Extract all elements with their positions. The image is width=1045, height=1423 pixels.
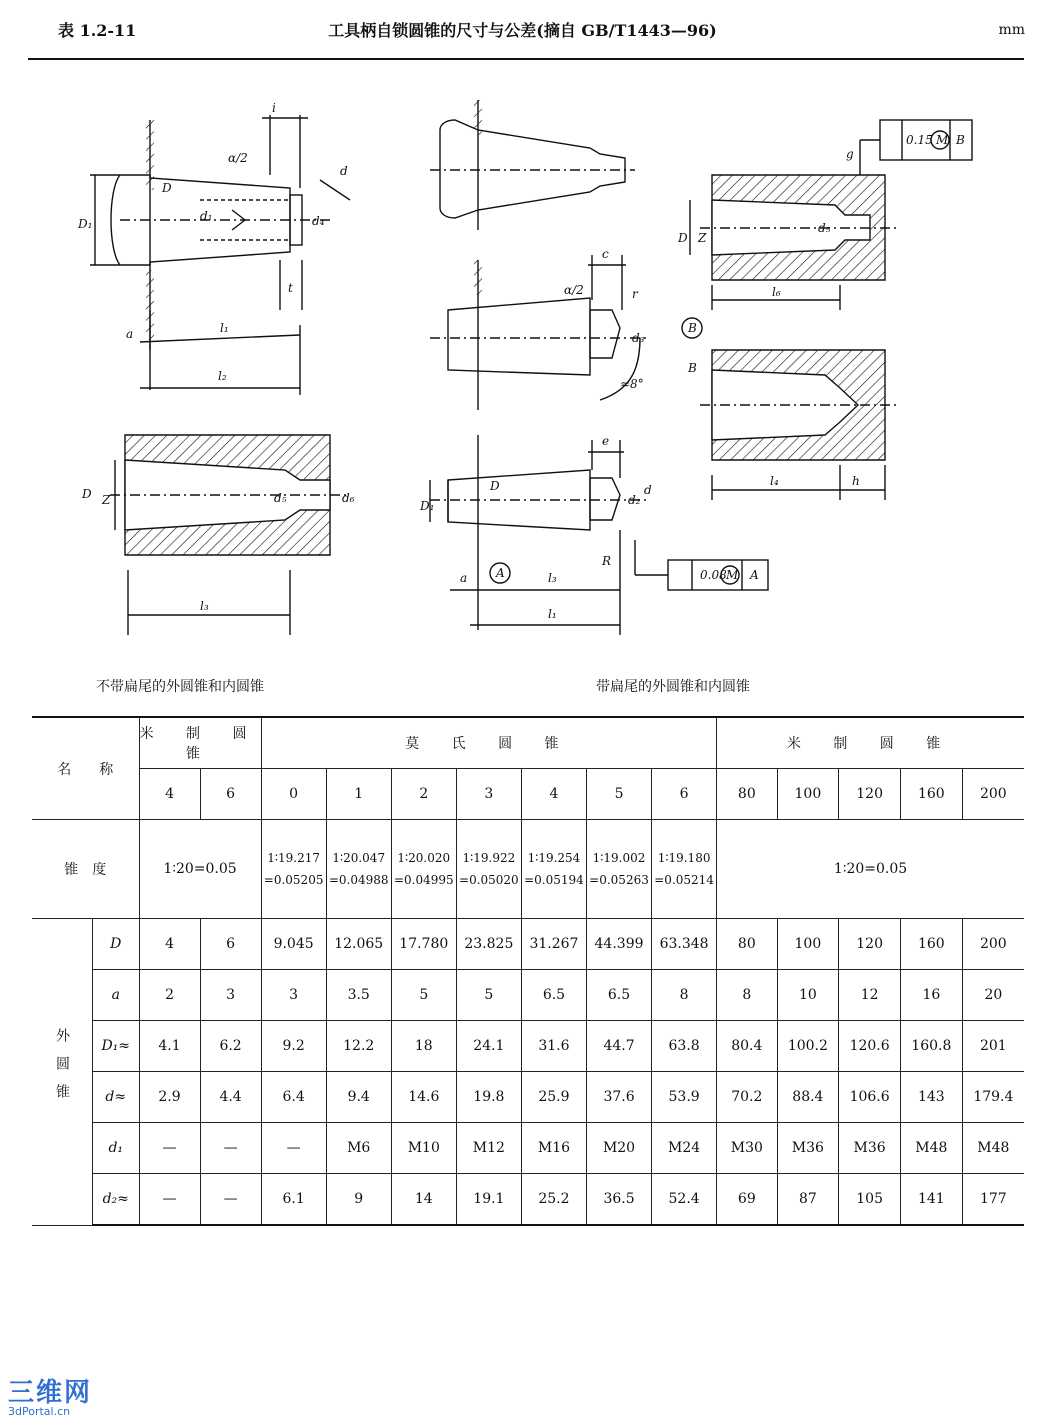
table-cell: M16 bbox=[521, 1123, 586, 1174]
table-cell: 31.6 bbox=[521, 1021, 586, 1072]
header-row-sizes bbox=[32, 769, 1024, 820]
taper-label: 锥 度 bbox=[32, 820, 139, 919]
table-cell: 18 bbox=[391, 1021, 456, 1072]
tolerance-ref-2: A bbox=[750, 568, 759, 582]
table-cell: 52.4 bbox=[652, 1174, 717, 1226]
taper-ratio: 1∶20.020 bbox=[397, 851, 451, 865]
taper-value: =0.05214 bbox=[654, 873, 714, 887]
table-cell: M36 bbox=[839, 1123, 901, 1174]
table-cell: 120 bbox=[839, 919, 901, 970]
table-cell: 25.2 bbox=[521, 1174, 586, 1226]
table-cell: 105 bbox=[839, 1174, 901, 1226]
table-cell: — bbox=[139, 1123, 200, 1174]
size-cell: 4 bbox=[521, 769, 586, 820]
taper-metric-right: 1∶20=0.05 bbox=[717, 820, 1024, 919]
table-cell: 8 bbox=[652, 970, 717, 1021]
table-cell: M30 bbox=[717, 1123, 777, 1174]
table-cell: — bbox=[139, 1174, 200, 1226]
table-row bbox=[32, 1072, 1024, 1123]
table-cell: — bbox=[200, 1174, 261, 1226]
table-cell: 2.9 bbox=[139, 1072, 200, 1123]
label-alpha-half-1: α/2 bbox=[228, 151, 248, 165]
table-cell: 177 bbox=[962, 1174, 1024, 1226]
label-a-2: a bbox=[460, 571, 468, 585]
table-cell: 120.6 bbox=[839, 1021, 901, 1072]
taper-value: =0.05020 bbox=[459, 873, 519, 887]
table-cell: 80 bbox=[717, 919, 777, 970]
table-cell: M12 bbox=[456, 1123, 521, 1174]
label-alpha-half-2: α/2 bbox=[564, 283, 584, 297]
watermark-logo bbox=[8, 1372, 92, 1418]
watermark-site: 3dPortal.cn bbox=[8, 1405, 71, 1418]
label-D-4: D bbox=[678, 231, 688, 245]
taper-morse-2 bbox=[391, 820, 456, 919]
table-cell: M10 bbox=[391, 1123, 456, 1174]
label-l6: l₆ bbox=[772, 285, 781, 299]
table-cell: 141 bbox=[900, 1174, 962, 1226]
table-cell: 6.5 bbox=[586, 970, 651, 1021]
size-cell: 4 bbox=[139, 769, 200, 820]
label-l3-1: l₃ bbox=[200, 599, 209, 613]
table-cell: 143 bbox=[900, 1072, 962, 1123]
page-title: 工具柄自锁圆锥的尺寸与公差(摘自 GB/T1443—96) bbox=[328, 21, 717, 40]
taper-ratio: 1∶19.180 bbox=[657, 851, 711, 865]
header-rule bbox=[28, 58, 1024, 60]
table-cell: 70.2 bbox=[717, 1072, 777, 1123]
taper-value: =0.05194 bbox=[524, 873, 584, 887]
taper-ratio: 1∶19.002 bbox=[592, 851, 646, 865]
table-cell: 5 bbox=[456, 970, 521, 1021]
size-cell: 6 bbox=[200, 769, 261, 820]
taper-morse-5 bbox=[586, 820, 651, 919]
table-cell: 63.348 bbox=[652, 919, 717, 970]
table-cell: 12.2 bbox=[326, 1021, 391, 1072]
group-metric-right: 米 制 圆 锥 bbox=[717, 717, 1024, 769]
caption-plain-cones: 不带扁尾的外圆锥和内圆锥 bbox=[96, 679, 264, 695]
table-cell: M48 bbox=[962, 1123, 1024, 1174]
taper-ratio: 1∶19.922 bbox=[462, 851, 516, 865]
table-cell: 4 bbox=[139, 919, 200, 970]
table-cell: 14.6 bbox=[391, 1072, 456, 1123]
table-row bbox=[32, 970, 1024, 1021]
label-l1-1: l₁ bbox=[220, 321, 229, 335]
table-row bbox=[32, 919, 1024, 970]
label-Z-1: Z bbox=[102, 493, 111, 507]
label-a-1: a bbox=[126, 327, 134, 341]
label-d-1: d bbox=[340, 164, 348, 178]
label-D-1: D bbox=[162, 181, 172, 195]
table-cell: 69 bbox=[717, 1174, 777, 1226]
table-cell: 14 bbox=[391, 1174, 456, 1226]
label-d4: d₄ bbox=[312, 214, 325, 228]
taper-morse-6 bbox=[652, 820, 717, 919]
size-cell: 6 bbox=[652, 769, 717, 820]
size-cell: 80 bbox=[717, 769, 777, 820]
label-D1-1: D₁ bbox=[78, 217, 93, 231]
taper-row bbox=[32, 820, 1024, 919]
label-l4: l₄ bbox=[770, 474, 779, 488]
table-cell: 17.780 bbox=[391, 919, 456, 970]
table-cell: 6 bbox=[200, 919, 261, 970]
table-cell: 44.399 bbox=[586, 919, 651, 970]
table-cell: 31.267 bbox=[521, 919, 586, 970]
table-cell: 9 bbox=[326, 1174, 391, 1226]
size-cell: 160 bbox=[900, 769, 962, 820]
taper-value: =0.05205 bbox=[263, 873, 324, 887]
taper-ratio: 1∶19.217 bbox=[267, 851, 320, 865]
table-cell: 53.9 bbox=[652, 1072, 717, 1123]
label-h: h bbox=[852, 474, 860, 488]
table-cell: 6.1 bbox=[261, 1174, 326, 1226]
table-cell: 201 bbox=[962, 1021, 1024, 1072]
group-metric-left: 米 制 圆 锥 bbox=[139, 717, 261, 769]
taper-morse-0 bbox=[261, 820, 326, 919]
label-t: t bbox=[288, 281, 293, 295]
table-cell: 100.2 bbox=[777, 1021, 839, 1072]
datum-B-circle: B bbox=[688, 321, 697, 335]
table-cell: 36.5 bbox=[586, 1174, 651, 1226]
table-cell: M36 bbox=[777, 1123, 839, 1174]
table-cell: — bbox=[261, 1123, 326, 1174]
size-cell: 100 bbox=[777, 769, 839, 820]
drawing-outer-cone-tang-bottom bbox=[430, 435, 768, 635]
table-cell: 3.5 bbox=[326, 970, 391, 1021]
table-cell: 37.6 bbox=[586, 1072, 651, 1123]
outer-cone-group-label bbox=[32, 919, 93, 1226]
label-l3-2: l₃ bbox=[548, 571, 557, 585]
label-d1: d₁ bbox=[200, 209, 213, 223]
drawing-outer-cone-tang-top bbox=[430, 100, 635, 230]
table-cell: 87 bbox=[777, 1174, 839, 1226]
taper-ratio: 1∶19.254 bbox=[527, 851, 581, 865]
label-r: r bbox=[632, 287, 638, 301]
row-name: d₁ bbox=[93, 1123, 140, 1174]
table-cell: 6.2 bbox=[200, 1021, 261, 1072]
header-row-groups bbox=[32, 717, 1024, 769]
taper-ratio: 1∶20.047 bbox=[332, 851, 386, 865]
datum-A-circle: A bbox=[496, 566, 505, 580]
label-B: B bbox=[688, 361, 697, 375]
size-cell: 3 bbox=[456, 769, 521, 820]
label-d2: d₂ bbox=[628, 493, 641, 507]
drawing-inner-cone-plain bbox=[110, 435, 350, 635]
table-cell: 4.4 bbox=[200, 1072, 261, 1123]
taper-morse-1 bbox=[326, 820, 391, 919]
taper-value: =0.04995 bbox=[393, 873, 454, 887]
table-cell: 6.4 bbox=[261, 1072, 326, 1123]
size-cell: 2 bbox=[391, 769, 456, 820]
table-row bbox=[32, 1174, 1024, 1226]
table-cell: 160.8 bbox=[900, 1021, 962, 1072]
size-cell: 1 bbox=[326, 769, 391, 820]
label-d-2: d bbox=[644, 483, 652, 497]
label-l1-2: l₁ bbox=[548, 607, 557, 621]
table-cell: 200 bbox=[962, 919, 1024, 970]
size-cell: 200 bbox=[962, 769, 1024, 820]
taper-morse-3 bbox=[456, 820, 521, 919]
row-name: D₁≈ bbox=[93, 1021, 140, 1072]
label-g: g bbox=[846, 147, 854, 161]
table-cell: 6.5 bbox=[521, 970, 586, 1021]
table-cell: 9.2 bbox=[261, 1021, 326, 1072]
table-cell: 100 bbox=[777, 919, 839, 970]
table-cell: 12.065 bbox=[326, 919, 391, 970]
table-cell: 9.4 bbox=[326, 1072, 391, 1123]
taper-value: =0.05263 bbox=[589, 873, 649, 887]
drawing-inner-cone-tang-bottom bbox=[700, 350, 900, 500]
table-row bbox=[32, 1123, 1024, 1174]
table-cell: 80.4 bbox=[717, 1021, 777, 1072]
name-header: 名 称 bbox=[32, 717, 139, 820]
label-D1-2: D₁ bbox=[420, 499, 435, 513]
table-cell: 106.6 bbox=[839, 1072, 901, 1123]
table-cell: 19.1 bbox=[456, 1174, 521, 1226]
table-cell: M6 bbox=[326, 1123, 391, 1174]
label-R: R bbox=[602, 554, 612, 568]
tolerance-modifier-2: M bbox=[726, 568, 739, 582]
row-name: D bbox=[93, 919, 140, 970]
label-Z-2: Z bbox=[698, 231, 707, 245]
label-d3: d₃ bbox=[632, 331, 645, 345]
table-number: 表 1.2-11 bbox=[58, 21, 137, 40]
table-cell: 9.045 bbox=[261, 919, 326, 970]
label-d6: d₆ bbox=[342, 491, 355, 505]
label-D-2: D bbox=[82, 487, 92, 501]
table-cell: M24 bbox=[652, 1123, 717, 1174]
drawing-outer-cone-tang-mid bbox=[430, 255, 650, 410]
label-c: c bbox=[602, 247, 609, 261]
taper-metric-left: 1∶20=0.05 bbox=[139, 820, 261, 919]
table-cell: — bbox=[200, 1123, 261, 1174]
table-cell: M48 bbox=[900, 1123, 962, 1174]
table-cell: 44.7 bbox=[586, 1021, 651, 1072]
table-cell: 2 bbox=[139, 970, 200, 1021]
group-morse: 莫 氏 圆 锥 bbox=[261, 717, 717, 769]
table-cell: 63.8 bbox=[652, 1021, 717, 1072]
size-cell: 5 bbox=[586, 769, 651, 820]
label-l2: l₂ bbox=[218, 369, 227, 383]
row-name: d₂≈ bbox=[93, 1174, 140, 1226]
unit-label: mm bbox=[998, 22, 1025, 38]
table-cell: 8 bbox=[717, 970, 777, 1021]
table-cell: 19.8 bbox=[456, 1072, 521, 1123]
label-e: e bbox=[602, 434, 610, 448]
tolerance-modifier-1: M bbox=[936, 133, 949, 147]
table-cell: 179.4 bbox=[962, 1072, 1024, 1123]
label-approx8: ≈8° bbox=[620, 377, 644, 391]
table-cell: 4.1 bbox=[139, 1021, 200, 1072]
table-row bbox=[32, 1021, 1024, 1072]
table-cell: 160 bbox=[900, 919, 962, 970]
table-cell: 16 bbox=[900, 970, 962, 1021]
table-cell: M20 bbox=[586, 1123, 651, 1174]
table-cell: 3 bbox=[261, 970, 326, 1021]
tolerance-value-2: 0.08 bbox=[700, 568, 727, 582]
label-i: i bbox=[272, 101, 276, 115]
table-cell: 23.825 bbox=[456, 919, 521, 970]
size-cell: 0 bbox=[261, 769, 326, 820]
tolerance-ref-1: B bbox=[956, 133, 965, 147]
caption-tang-cones: 带扁尾的外圆锥和内圆锥 bbox=[596, 679, 750, 695]
row-name: a bbox=[93, 970, 140, 1021]
watermark-brand: 三维网 bbox=[8, 1378, 93, 1408]
table-cell: 10 bbox=[777, 970, 839, 1021]
label-d5: d₅ bbox=[274, 491, 287, 505]
size-cell: 120 bbox=[839, 769, 901, 820]
tolerance-value-1: 0.15 bbox=[906, 133, 933, 147]
taper-drawings bbox=[0, 70, 1045, 670]
table-cell: 24.1 bbox=[456, 1021, 521, 1072]
outer-cone-label: 外圆锥 bbox=[54, 1027, 70, 1112]
table-cell: 20 bbox=[962, 970, 1024, 1021]
taper-morse-4 bbox=[521, 820, 586, 919]
table-cell: 12 bbox=[839, 970, 901, 1021]
label-d5-2: d₅ bbox=[818, 221, 831, 235]
dimension-table bbox=[32, 716, 1024, 1226]
table-cell: 5 bbox=[391, 970, 456, 1021]
table-cell: 25.9 bbox=[521, 1072, 586, 1123]
row-name: d≈ bbox=[93, 1072, 140, 1123]
table-cell: 88.4 bbox=[777, 1072, 839, 1123]
drawing-outer-cone-plain bbox=[90, 115, 350, 395]
table-cell: 3 bbox=[200, 970, 261, 1021]
taper-value: =0.04988 bbox=[328, 873, 389, 887]
label-D-3: D bbox=[490, 479, 500, 493]
